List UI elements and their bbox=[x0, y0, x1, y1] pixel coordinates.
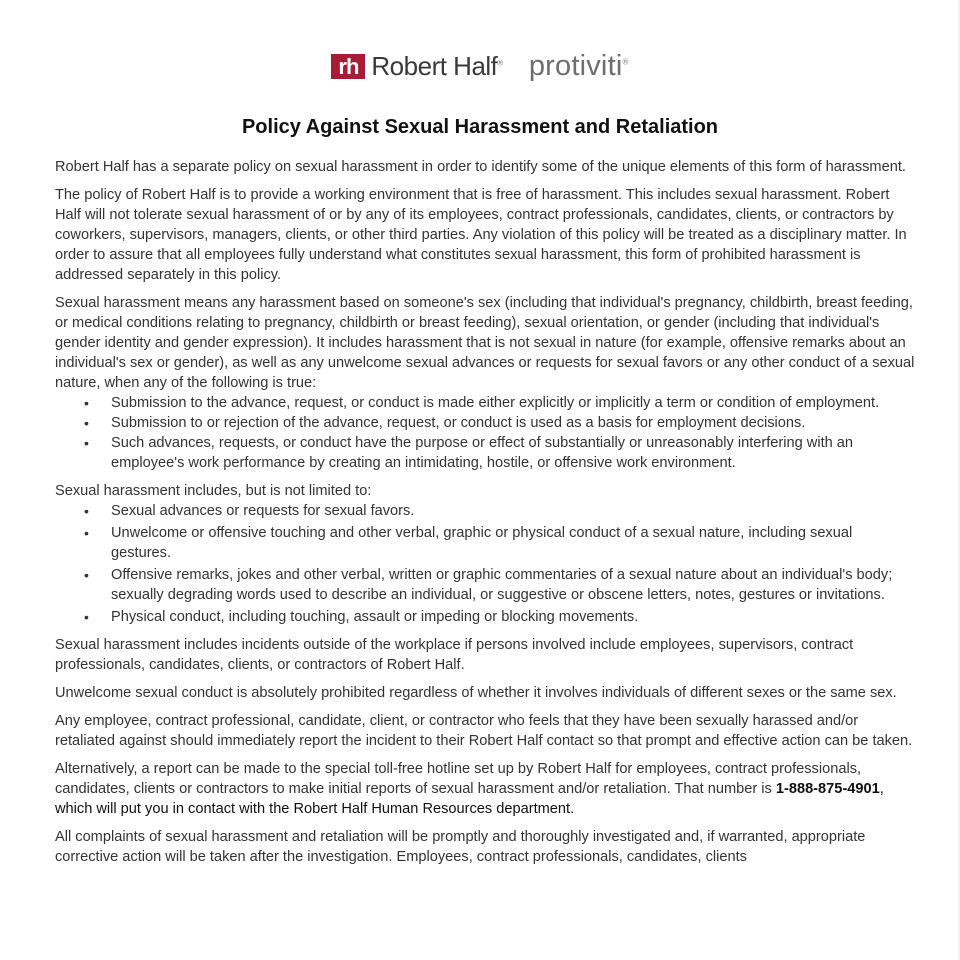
logo-header bbox=[0, 50, 960, 83]
list-item: • Submission to the advance, request, or conduct is made either explicitly or implicitly a term or condition of employment. bbox=[111, 393, 915, 413]
robert-half-logo bbox=[331, 51, 502, 82]
list-item: • Offensive remarks, jokes and other verbal, written or graphic commentaries of a sexual nature about an individual's body; sexually degrading words used to describe an individual, or suggestive or obscene letters, notes, gestures or invitations. bbox=[111, 565, 915, 605]
hotline-text-end: , which will put you in contact with the Robert Half Human Resources department. bbox=[55, 781, 884, 817]
protiviti-logo bbox=[529, 50, 629, 83]
conditions-list bbox=[55, 393, 915, 473]
paragraph-definition: Sexual harassment means any harassment based on someone's sex (including that individual's pregnancy, childbirth, breast feeding, or medical conditions relating to pregnancy, childbirth or breast feeding), sexual orientation, or gender (including that individual's gender identity and gender expression). It includes harassment that is not sexual in nature (for example, offensive remarks about an individual's sex or gender), as well as any unwelcome sexual advances or requests for sexual favors or any other conduct of a sexual nature, when any of the following is true: bbox=[55, 295, 915, 391]
rh-logo-icon: rh bbox=[331, 54, 365, 79]
list-item: • Such advances, requests, or conduct have the purpose or effect of substantially or unreasonably interfering with an employee's work performance by creating an intimidating, hostile, or offensive work environment. bbox=[111, 433, 915, 473]
includes-list bbox=[55, 501, 915, 627]
list-item: • Unwelcome or offensive touching and other verbal, graphic or physical conduct of a sexual nature, including sexual gestures. bbox=[111, 523, 915, 563]
list-item: • Physical conduct, including touching, assault or impeding or blocking movements. bbox=[111, 607, 915, 627]
registered-mark: ® bbox=[497, 58, 503, 68]
paragraph-same-sex: Unwelcome sexual conduct is absolutely prohibited regardless of whether it involves individuals of different sexes or the same sex. bbox=[55, 685, 897, 701]
paragraph-policy: The policy of Robert Half is to provide a working environment that is free of harassment. This includes sexual harassment. Robert Half will not tolerate sexual harassment of or by any of its employees, contract professionals, candidates, clients, or contractors by coworkers, supervisors, managers, clients, or other third parties. Any violation of this policy will be treated as a disciplinary matter. In order to assure that all employees fully understand what constitutes sexual harassment, this form of prohibited harassment is addressed separately in this policy. bbox=[55, 187, 907, 283]
document-title: Policy Against Sexual Harassment and Retaliation bbox=[241, 116, 719, 138]
list-item: • Submission to or rejection of the advance, request, or conduct is used as a basis for employment decisions. bbox=[111, 413, 915, 433]
robert-half-wordmark bbox=[371, 51, 502, 82]
paragraph-outside-workplace: Sexual harassment includes incidents outside of the workplace if persons involved include employees, supervisors, contract professionals, candidates, clients, or contractors of Robert Half. bbox=[55, 637, 854, 673]
robert-half-text: Robert Half bbox=[371, 51, 498, 81]
hotline-phone-number: 1-888-875-4901 bbox=[775, 781, 880, 797]
protiviti-text: protiviti bbox=[528, 50, 623, 82]
paragraph-includes: Sexual harassment includes, but is not limited to: bbox=[55, 483, 372, 499]
paragraph-intro: Robert Half has a separate policy on sexual harassment in order to identify some of the unique elements of this form of harassment. bbox=[55, 159, 906, 175]
registered-mark: ® bbox=[622, 57, 629, 67]
paragraph-hotline bbox=[55, 759, 915, 819]
paragraph-reporting: Any employee, contract professional, candidate, client, or contractor who feels that they have been sexually harassed and/or retaliated against should immediately report the incident to their Robert Half contact so that prompt and effective action can be taken. bbox=[55, 713, 913, 749]
list-item: • Sexual advances or requests for sexual favors. bbox=[111, 501, 915, 521]
document-body bbox=[55, 157, 915, 875]
hotline-text: Alternatively, a report can be made to the special toll-free hotline set up by Robert Half for employees, contract professionals, candidates, clients or contractors to make initial reports of sexual harassment and/or retaliation. That number is bbox=[55, 761, 862, 797]
paragraph-investigation: All complaints of sexual harassment and retaliation will be promptly and thoroughly investigated and, if warranted, appropriate corrective action will be taken after the investigation. Employees, contract professionals, candidates, clients bbox=[55, 829, 866, 865]
